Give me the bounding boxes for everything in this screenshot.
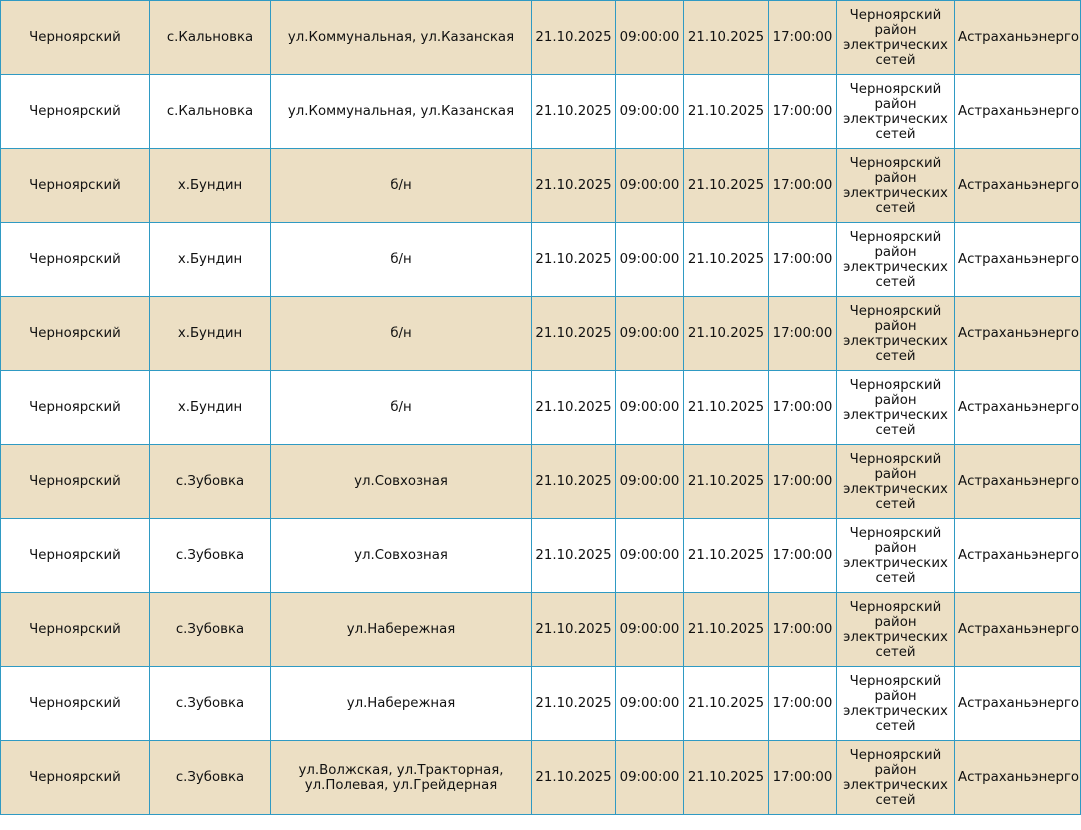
settlement-cell: с.Кальновка <box>150 75 271 149</box>
end-time-cell: 17:00:00 <box>769 593 837 667</box>
streets-cell: ул.Коммунальная, ул.Казанская <box>271 1 532 75</box>
end-time-cell: 17:00:00 <box>769 1 837 75</box>
start-date-cell: 21.10.2025 <box>532 519 616 593</box>
streets-cell: ул.Коммунальная, ул.Казанская <box>271 75 532 149</box>
settlement-cell: с.Кальновка <box>150 1 271 75</box>
end-time-cell: 17:00:00 <box>769 519 837 593</box>
start-time-cell: 09:00:00 <box>616 1 684 75</box>
streets-cell: ул.Волжская, ул.Тракторная, ул.Полевая, ул.Грейдерная <box>271 741 532 815</box>
end-time-cell: 17:00:00 <box>769 223 837 297</box>
streets-cell: б/н <box>271 223 532 297</box>
end-time-cell: 17:00:00 <box>769 371 837 445</box>
district-cell: Черноярский <box>1 593 150 667</box>
start-time-cell: 09:00:00 <box>616 297 684 371</box>
start-time-cell: 09:00:00 <box>616 149 684 223</box>
district-cell: Черноярский <box>1 1 150 75</box>
end-date-cell: 21.10.2025 <box>684 297 769 371</box>
grid-unit-cell: Черноярский район электрических сетей <box>837 667 955 741</box>
table-row <box>1 371 1081 445</box>
end-time-cell: 17:00:00 <box>769 149 837 223</box>
end-time-cell: 17:00:00 <box>769 75 837 149</box>
grid-unit-cell: Черноярский район электрических сетей <box>837 593 955 667</box>
end-time-cell: 17:00:00 <box>769 297 837 371</box>
company-cell: Астраханьэнерго <box>955 223 1081 297</box>
end-time-cell: 17:00:00 <box>769 741 837 815</box>
grid-unit-cell: Черноярский район электрических сетей <box>837 371 955 445</box>
settlement-cell: с.Зубовка <box>150 667 271 741</box>
end-date-cell: 21.10.2025 <box>684 371 769 445</box>
company-cell: Астраханьэнерго <box>955 519 1081 593</box>
company-cell: Астраханьэнерго <box>955 297 1081 371</box>
company-cell: Астраханьэнерго <box>955 1 1081 75</box>
company-cell: Астраханьэнерго <box>955 75 1081 149</box>
grid-unit-cell: Черноярский район электрических сетей <box>837 149 955 223</box>
table-row <box>1 223 1081 297</box>
district-cell: Черноярский <box>1 519 150 593</box>
start-time-cell: 09:00:00 <box>616 741 684 815</box>
district-cell: Черноярский <box>1 445 150 519</box>
start-date-cell: 21.10.2025 <box>532 445 616 519</box>
start-date-cell: 21.10.2025 <box>532 741 616 815</box>
start-date-cell: 21.10.2025 <box>532 75 616 149</box>
settlement-cell: с.Зубовка <box>150 445 271 519</box>
end-date-cell: 21.10.2025 <box>684 593 769 667</box>
start-date-cell: 21.10.2025 <box>532 149 616 223</box>
end-date-cell: 21.10.2025 <box>684 75 769 149</box>
district-cell: Черноярский <box>1 741 150 815</box>
table-row <box>1 741 1081 815</box>
table-row <box>1 1 1081 75</box>
start-date-cell: 21.10.2025 <box>532 371 616 445</box>
grid-unit-cell: Черноярский район электрических сетей <box>837 519 955 593</box>
streets-cell: б/н <box>271 371 532 445</box>
start-date-cell: 21.10.2025 <box>532 593 616 667</box>
start-time-cell: 09:00:00 <box>616 371 684 445</box>
table-row <box>1 519 1081 593</box>
settlement-cell: х.Бундин <box>150 223 271 297</box>
settlement-cell: с.Зубовка <box>150 519 271 593</box>
district-cell: Черноярский <box>1 223 150 297</box>
table-row <box>1 149 1081 223</box>
streets-cell: б/н <box>271 297 532 371</box>
end-date-cell: 21.10.2025 <box>684 741 769 815</box>
end-date-cell: 21.10.2025 <box>684 223 769 297</box>
start-time-cell: 09:00:00 <box>616 519 684 593</box>
district-cell: Черноярский <box>1 75 150 149</box>
streets-cell: ул.Набережная <box>271 593 532 667</box>
table-row <box>1 593 1081 667</box>
settlement-cell: х.Бундин <box>150 149 271 223</box>
end-date-cell: 21.10.2025 <box>684 519 769 593</box>
start-date-cell: 21.10.2025 <box>532 223 616 297</box>
company-cell: Астраханьэнерго <box>955 593 1081 667</box>
start-date-cell: 21.10.2025 <box>532 1 616 75</box>
settlement-cell: с.Зубовка <box>150 741 271 815</box>
company-cell: Астраханьэнерго <box>955 371 1081 445</box>
grid-unit-cell: Черноярский район электрических сетей <box>837 1 955 75</box>
start-time-cell: 09:00:00 <box>616 223 684 297</box>
district-cell: Черноярский <box>1 371 150 445</box>
streets-cell: ул.Совхозная <box>271 445 532 519</box>
table-row <box>1 75 1081 149</box>
streets-cell: ул.Набережная <box>271 667 532 741</box>
settlement-cell: х.Бундин <box>150 297 271 371</box>
end-date-cell: 21.10.2025 <box>684 667 769 741</box>
end-time-cell: 17:00:00 <box>769 667 837 741</box>
grid-unit-cell: Черноярский район электрических сетей <box>837 445 955 519</box>
streets-cell: б/н <box>271 149 532 223</box>
table-row <box>1 297 1081 371</box>
streets-cell: ул.Совхозная <box>271 519 532 593</box>
table-row <box>1 667 1081 741</box>
end-date-cell: 21.10.2025 <box>684 445 769 519</box>
start-time-cell: 09:00:00 <box>616 445 684 519</box>
grid-unit-cell: Черноярский район электрических сетей <box>837 223 955 297</box>
start-date-cell: 21.10.2025 <box>532 667 616 741</box>
start-time-cell: 09:00:00 <box>616 75 684 149</box>
settlement-cell: с.Зубовка <box>150 593 271 667</box>
grid-unit-cell: Черноярский район электрических сетей <box>837 75 955 149</box>
district-cell: Черноярский <box>1 297 150 371</box>
start-time-cell: 09:00:00 <box>616 593 684 667</box>
end-date-cell: 21.10.2025 <box>684 149 769 223</box>
settlement-cell: х.Бундин <box>150 371 271 445</box>
table-row <box>1 445 1081 519</box>
district-cell: Черноярский <box>1 149 150 223</box>
start-date-cell: 21.10.2025 <box>532 297 616 371</box>
table-body <box>1 1 1081 815</box>
grid-unit-cell: Черноярский район электрических сетей <box>837 297 955 371</box>
end-date-cell: 21.10.2025 <box>684 1 769 75</box>
end-time-cell: 17:00:00 <box>769 445 837 519</box>
company-cell: Астраханьэнерго <box>955 741 1081 815</box>
start-time-cell: 09:00:00 <box>616 667 684 741</box>
company-cell: Астраханьэнерго <box>955 445 1081 519</box>
company-cell: Астраханьэнерго <box>955 149 1081 223</box>
district-cell: Черноярский <box>1 667 150 741</box>
company-cell: Астраханьэнерго <box>955 667 1081 741</box>
grid-unit-cell: Черноярский район электрических сетей <box>837 741 955 815</box>
